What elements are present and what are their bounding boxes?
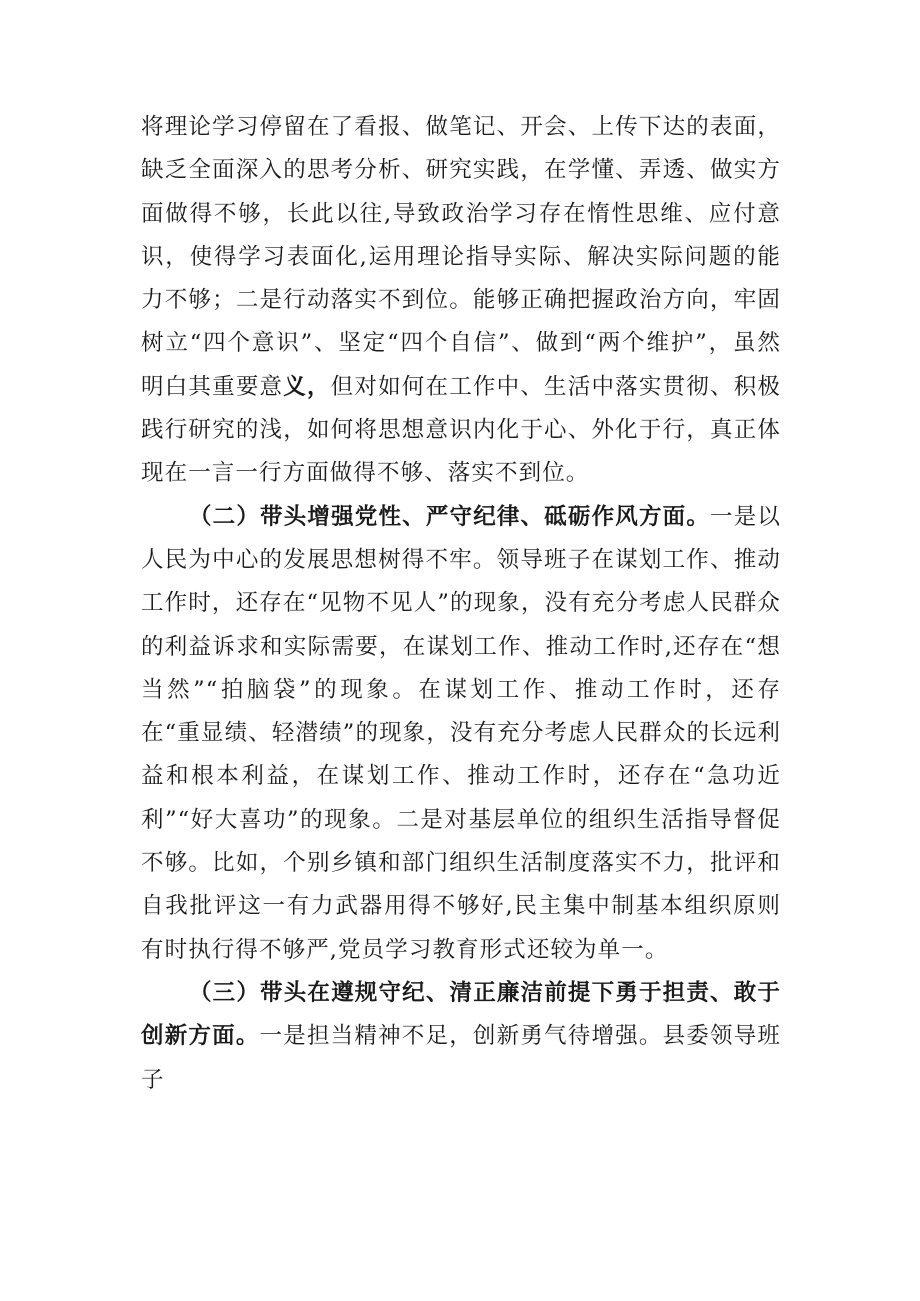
body-paragraph-2 xyxy=(141,496,781,972)
paragraph-1-text-b: 但对如何在工作中、生活中落实贯彻、积极践行研究的浅，如何将思想意识内化于心、外化于行，真正体现在一言一行方面做得不够、落实不到位。 xyxy=(141,373,781,487)
paragraph-2-text: 一是以人民为中心的发展思想树得不牢。领导班子在谋划工作、推动工作时，还存在“见物不见人”的现象，没有充分考虑人民群众的利益诉求和实际需要，在谋划工作、推动工作时,还存在“想当然”“拍脑袋”的现象。在谋划工作、推动工作时，还存在“重显绩、轻潜绩”的现象，没有充分考虑人民群众的长远利益和根本利益，在谋划工作、推动工作时，还存在“急功近利”“好大喜功”的现象。二是对基层单位的组织生活指导督促不够。比如，个别乡镇和部门组织生活制度落实不力，批评和自我批评这一有力武器用得不够好,民主集中制基本组织原则有时执行得不够严,党员学习教育形式还较为单一。 xyxy=(141,503,781,963)
body-paragraph-3 xyxy=(141,972,781,1102)
section-2-heading: （二）带头增强党性、严守纪律、砥砺作风方面。 xyxy=(189,503,711,530)
section-3-heading: （三）带头在遵规守纪、清正廉洁前提下勇于担责、敢于创新方面。 xyxy=(141,979,781,1050)
document-page xyxy=(141,106,781,1102)
paragraph-1-text-a: 将理论学习停留在了看报、做笔记、开会、上传下达的表面，缺乏全面深入的思考分析、研究实践，在学懂、弄透、做实方面做得不够，长此以往,导致政治学习存在惰性思维、应付意识，使得学习表面化,运用理论指导实际、解决实际问题的能力不够；二是行动落实不到位。能够正确把握政治方向，牢固树立“四个意识”、坚定“四个自信”、做到“两个维护”，虽然明白其重要意 xyxy=(141,114,781,400)
paragraph-1-bold-text: 义， xyxy=(283,373,331,400)
paragraph-3-text: 一是担当精神不足，创新勇气待增强。县委领导班子 xyxy=(141,1023,781,1093)
body-paragraph-1 xyxy=(141,106,781,496)
